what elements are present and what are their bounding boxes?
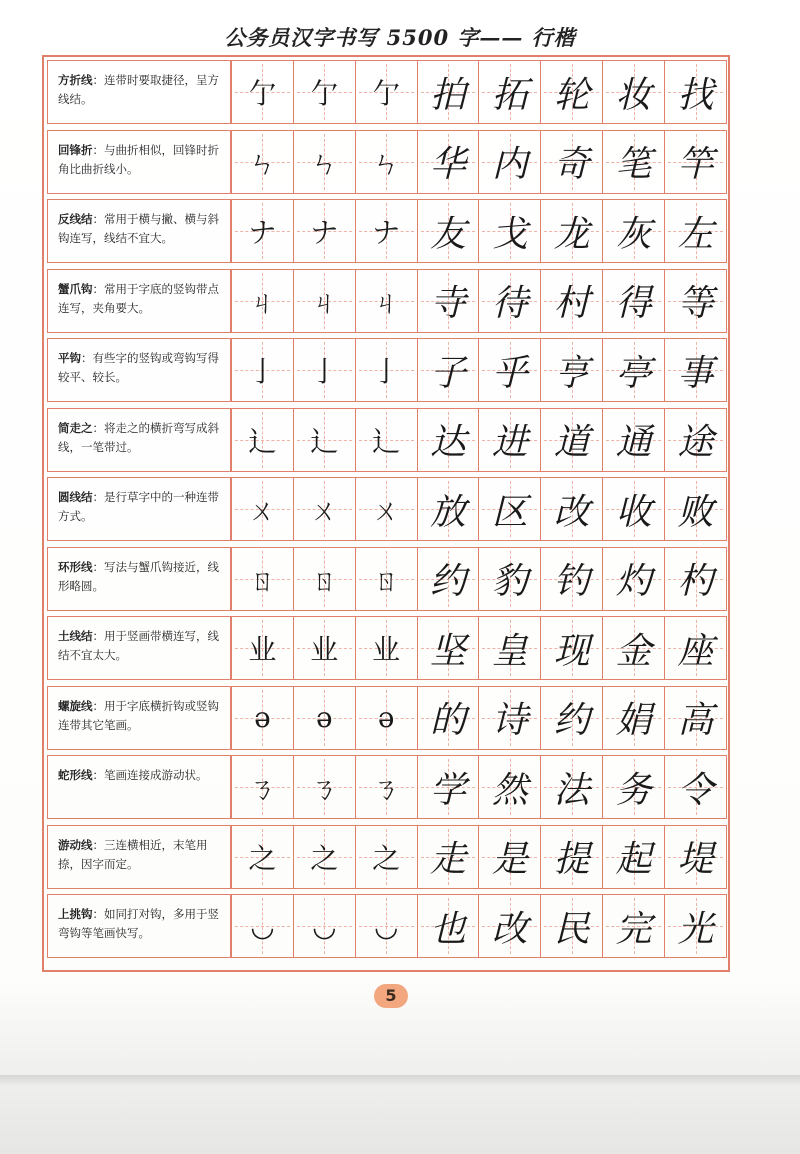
- character-example-cell: [418, 894, 480, 958]
- character-example-cell: [479, 894, 541, 958]
- character-glyph: 亭: [615, 352, 652, 394]
- character-example-cell: [603, 477, 665, 541]
- stroke-description: [47, 477, 232, 541]
- stroke-example-cell: [294, 60, 356, 124]
- stroke-example-cell: [294, 547, 356, 611]
- character-glyph: 座: [677, 630, 714, 672]
- stroke-glyph: 亅: [372, 355, 401, 388]
- character-glyph: 拍: [430, 74, 467, 116]
- stroke-example-cell: [294, 894, 356, 958]
- character-example-cell: [603, 616, 665, 680]
- character-example-cell: [541, 269, 603, 333]
- stroke-example-cell: [356, 130, 418, 194]
- stroke-glyph: 亇: [310, 77, 339, 110]
- stroke-example-cell: [356, 755, 418, 819]
- stroke-explanation: ：写法与蟹爪钩接近，线形略圆。: [58, 559, 219, 593]
- stroke-glyph: ㄨ: [248, 494, 277, 527]
- character-example-cell: [541, 547, 603, 611]
- stroke-glyph: ナ: [372, 216, 401, 249]
- character-example-cell: [603, 755, 665, 819]
- stroke-example-cell: [294, 616, 356, 680]
- character-glyph: 妆: [615, 74, 652, 116]
- stroke-name: 圆线结: [58, 490, 93, 504]
- stroke-glyph: ㄖ: [372, 563, 401, 597]
- stroke-glyph: ㄨ: [372, 494, 401, 527]
- character-example-cell: [603, 894, 665, 958]
- stroke-example-cell: [294, 199, 356, 263]
- stroke-glyph: 亇: [248, 77, 277, 110]
- character-example-cell: [418, 755, 480, 819]
- character-glyph: 乎: [491, 352, 528, 394]
- stroke-description: [47, 199, 232, 263]
- stroke-description: [47, 547, 232, 611]
- stroke-explanation: ：连带时要取捷径，呈方线结。: [58, 73, 219, 106]
- character-example-cell: [541, 199, 603, 263]
- grid-row: [47, 616, 727, 680]
- character-glyph: 金: [615, 630, 652, 672]
- character-example-cell: [665, 130, 727, 194]
- character-example-cell: [479, 269, 541, 333]
- grid-row: [47, 755, 727, 819]
- stroke-description: [47, 825, 232, 889]
- character-glyph: 起: [615, 839, 652, 880]
- character-glyph: 杓: [677, 561, 714, 602]
- stroke-explanation: ：常用于横与撇、横与斜钩连写，线结不宜大。: [58, 212, 219, 245]
- grid-row: [47, 825, 727, 889]
- character-glyph: 改: [491, 908, 528, 950]
- stroke-example-cell: [232, 755, 294, 819]
- stroke-example-cell: [232, 338, 294, 402]
- stroke-example-cell: [232, 130, 294, 194]
- character-glyph: 高: [677, 700, 714, 741]
- character-example-cell: [603, 269, 665, 333]
- character-example-cell: [603, 547, 665, 611]
- stroke-example-cell: [232, 60, 294, 124]
- grid-row: [47, 338, 727, 402]
- stroke-name: 简走之: [58, 420, 93, 435]
- character-glyph: 约: [430, 561, 467, 602]
- character-glyph: 轮: [553, 74, 590, 116]
- character-glyph: 败: [677, 491, 714, 533]
- character-glyph: 完: [615, 908, 652, 950]
- character-glyph: 竿: [677, 144, 714, 185]
- stroke-example-cell: [294, 338, 356, 402]
- character-example-cell: [665, 477, 727, 541]
- character-glyph: 通: [615, 422, 652, 463]
- character-example-cell: [479, 616, 541, 680]
- stroke-glyph: ◡: [373, 909, 399, 943]
- character-example-cell: [418, 616, 480, 680]
- character-glyph: 灰: [615, 213, 652, 255]
- stroke-glyph: 之: [310, 841, 339, 875]
- stroke-glyph: ナ: [248, 216, 277, 249]
- stroke-description: [47, 338, 232, 402]
- character-glyph: 途: [677, 422, 714, 463]
- stroke-example-cell: [356, 825, 418, 889]
- stroke-glyph: 亅: [248, 355, 277, 388]
- stroke-name: 环形线: [58, 559, 93, 574]
- character-example-cell: [665, 269, 727, 333]
- stroke-example-cell: [232, 686, 294, 750]
- character-example-cell: [479, 686, 541, 750]
- stroke-glyph: ◡: [250, 909, 275, 943]
- character-glyph: 收: [615, 491, 652, 533]
- character-glyph: 区: [491, 491, 528, 533]
- character-glyph: 是: [491, 839, 528, 880]
- character-glyph: 务: [615, 769, 652, 811]
- character-example-cell: [479, 338, 541, 402]
- character-example-cell: [665, 60, 727, 124]
- character-example-cell: [665, 547, 727, 611]
- stroke-glyph: ナ: [310, 216, 339, 249]
- character-glyph: 得: [615, 283, 652, 324]
- character-example-cell: [541, 825, 603, 889]
- stroke-glyph: ㄣ: [248, 146, 277, 180]
- character-example-cell: [479, 408, 541, 472]
- character-example-cell: [541, 60, 603, 124]
- grid-row: [47, 60, 727, 124]
- character-glyph: 道: [553, 422, 590, 463]
- character-example-cell: [479, 755, 541, 819]
- character-glyph: 亨: [553, 352, 590, 394]
- character-example-cell: [418, 408, 480, 472]
- grid-row: [47, 130, 727, 194]
- grid-row: [47, 686, 727, 750]
- character-glyph: 戈: [491, 213, 528, 255]
- stroke-glyph: ㄐ: [310, 285, 339, 319]
- character-glyph: 进: [491, 422, 528, 463]
- stroke-explanation: ：常用于字底的竖钩带点连写，夹角要大。: [58, 281, 219, 315]
- stroke-glyph: ㄖ: [248, 563, 277, 597]
- stroke-example-cell: [356, 547, 418, 611]
- stroke-glyph: ə: [254, 701, 271, 734]
- character-example-cell: [541, 894, 603, 958]
- character-example-cell: [479, 825, 541, 889]
- stroke-example-cell: [294, 477, 356, 541]
- stroke-glyph: 亇: [372, 77, 401, 110]
- stroke-explanation: ：是行草字中的一种连带方式。: [58, 490, 219, 523]
- stroke-glyph: 辶: [310, 424, 339, 458]
- stroke-example-cell: [356, 60, 418, 124]
- grid-row: [47, 477, 727, 541]
- character-glyph: 然: [491, 769, 528, 811]
- page-title: 公务员汉字书写 5500 字—— 行楷: [224, 25, 576, 50]
- character-glyph: 放: [430, 491, 467, 533]
- stroke-example-cell: [294, 408, 356, 472]
- character-example-cell: [603, 825, 665, 889]
- character-example-cell: [603, 130, 665, 194]
- stroke-example-cell: [232, 894, 294, 958]
- character-glyph: 学: [430, 769, 467, 811]
- grid-row: [47, 408, 727, 472]
- character-example-cell: [418, 477, 480, 541]
- stroke-description: [47, 60, 232, 124]
- character-example-cell: [665, 894, 727, 958]
- grid-row: [47, 269, 727, 333]
- stroke-glyph: ə: [315, 701, 333, 734]
- stroke-glyph: 之: [248, 841, 277, 875]
- stroke-explanation: ：与曲折相似，回锋时折角比曲折线小。: [58, 142, 219, 176]
- character-example-cell: [541, 130, 603, 194]
- character-example-cell: [603, 408, 665, 472]
- stroke-example-cell: [356, 269, 418, 333]
- character-example-cell: [541, 477, 603, 541]
- character-glyph: 皇: [491, 630, 528, 672]
- page-edge-shadow: [0, 1075, 800, 1085]
- stroke-example-cell: [356, 477, 418, 541]
- character-glyph: 民: [553, 908, 590, 950]
- character-glyph: 待: [491, 283, 528, 324]
- character-example-cell: [665, 755, 727, 819]
- stroke-glyph: 业: [248, 633, 277, 666]
- character-glyph: 子: [430, 352, 467, 394]
- character-example-cell: [479, 547, 541, 611]
- character-example-cell: [418, 269, 480, 333]
- character-glyph: 龙: [553, 213, 590, 255]
- stroke-example-cell: [356, 199, 418, 263]
- stroke-name: 土线结: [58, 629, 93, 643]
- character-glyph: 寺: [430, 283, 467, 324]
- character-glyph: 村: [553, 283, 590, 324]
- character-glyph: 走: [430, 839, 467, 880]
- character-example-cell: [418, 199, 480, 263]
- character-glyph: 奇: [553, 144, 590, 185]
- stroke-example-cell: [232, 477, 294, 541]
- stroke-name: 螺旋线: [58, 698, 93, 713]
- character-glyph: 约: [553, 700, 590, 741]
- stroke-name: 方折线: [58, 73, 93, 87]
- character-example-cell: [541, 686, 603, 750]
- stroke-explanation: ：如同打对钩，多用于竖弯钩等笔画快写。: [58, 907, 219, 940]
- stroke-example-cell: [294, 130, 356, 194]
- stroke-example-cell: [294, 755, 356, 819]
- stroke-name: 反线结: [58, 212, 93, 226]
- stroke-glyph: 辶: [372, 424, 401, 458]
- character-example-cell: [418, 130, 480, 194]
- character-example-cell: [603, 686, 665, 750]
- character-glyph: 诗: [491, 700, 528, 741]
- stroke-example-cell: [232, 616, 294, 680]
- stroke-glyph: 辶: [248, 424, 277, 458]
- stroke-glyph: ㄣ: [310, 146, 339, 180]
- character-example-cell: [418, 60, 480, 124]
- character-glyph: 豹: [491, 561, 528, 602]
- stroke-description: [47, 755, 232, 819]
- stroke-example-cell: [356, 616, 418, 680]
- stroke-description: [47, 616, 232, 680]
- character-example-cell: [418, 825, 480, 889]
- character-glyph: 灼: [615, 561, 652, 602]
- stroke-explanation: ：有些字的竖钩或弯钩写得较平、较长。: [58, 351, 219, 384]
- character-example-cell: [665, 199, 727, 263]
- stroke-example-cell: [294, 686, 356, 750]
- grid-row: [47, 199, 727, 263]
- stroke-name: 回锋折: [58, 142, 93, 157]
- stroke-description: [47, 130, 232, 194]
- character-glyph: 友: [430, 213, 467, 255]
- character-example-cell: [665, 825, 727, 889]
- stroke-glyph: ㄣ: [372, 146, 401, 180]
- character-glyph: 内: [491, 144, 528, 185]
- stroke-description: [47, 686, 232, 750]
- stroke-explanation: ：笔画连接成游动状。: [92, 768, 208, 782]
- stroke-glyph: 业: [310, 633, 339, 666]
- stroke-explanation: ：三连横相近，末笔用捺，因字而定。: [58, 837, 208, 871]
- character-example-cell: [603, 338, 665, 402]
- practice-grid: [42, 55, 730, 972]
- stroke-description: [47, 269, 232, 333]
- stroke-glyph: ㄖ: [310, 563, 339, 597]
- stroke-name: 平钩: [58, 351, 81, 365]
- character-glyph: 找: [677, 74, 714, 116]
- character-glyph: 钓: [553, 561, 590, 602]
- character-example-cell: [479, 199, 541, 263]
- stroke-example-cell: [356, 408, 418, 472]
- character-glyph: 令: [677, 769, 714, 811]
- character-glyph: 华: [430, 144, 467, 185]
- stroke-glyph: ㄋ: [248, 772, 277, 805]
- stroke-glyph: ◡: [312, 909, 337, 943]
- grid-row: [47, 894, 727, 958]
- stroke-example-cell: [356, 686, 418, 750]
- character-glyph: 提: [553, 839, 590, 880]
- character-glyph: 娟: [615, 700, 652, 741]
- stroke-glyph: ㄋ: [372, 772, 401, 805]
- character-example-cell: [418, 338, 480, 402]
- stroke-glyph: 之: [372, 841, 401, 875]
- character-glyph: 等: [677, 283, 714, 324]
- character-example-cell: [541, 755, 603, 819]
- character-example-cell: [479, 130, 541, 194]
- grid-row: [47, 547, 727, 611]
- character-example-cell: [603, 60, 665, 124]
- stroke-name: 蟹爪钩: [58, 281, 93, 296]
- character-glyph: 拓: [491, 74, 528, 116]
- stroke-glyph: 业: [372, 633, 401, 666]
- stroke-description: [47, 408, 232, 472]
- character-example-cell: [479, 60, 541, 124]
- stroke-example-cell: [294, 825, 356, 889]
- character-glyph: 现: [553, 630, 590, 672]
- character-glyph: 也: [430, 908, 467, 950]
- stroke-description: [47, 894, 232, 958]
- stroke-example-cell: [356, 894, 418, 958]
- stroke-example-cell: [232, 269, 294, 333]
- stroke-name: 蛇形线: [58, 768, 93, 782]
- character-glyph: 事: [677, 352, 714, 394]
- character-glyph: 达: [430, 422, 467, 463]
- character-example-cell: [665, 686, 727, 750]
- stroke-example-cell: [232, 408, 294, 472]
- stroke-explanation: ：用于字底横折钩或竖钩连带其它笔画。: [58, 698, 219, 732]
- stroke-example-cell: [294, 269, 356, 333]
- stroke-example-cell: [232, 199, 294, 263]
- stroke-glyph: ㄐ: [248, 285, 277, 319]
- character-example-cell: [665, 408, 727, 472]
- stroke-explanation: ：用于竖画带横连写，线结不宜太大。: [58, 629, 219, 662]
- stroke-name: 游动线: [58, 837, 93, 852]
- stroke-name: 上挑钩: [58, 907, 93, 921]
- character-glyph: 改: [553, 491, 590, 533]
- stroke-example-cell: [356, 338, 418, 402]
- character-example-cell: [541, 408, 603, 472]
- stroke-example-cell: [232, 547, 294, 611]
- stroke-example-cell: [232, 825, 294, 889]
- character-example-cell: [541, 338, 603, 402]
- stroke-explanation: ：将走之的横折弯写成斜线，一笔带过。: [58, 420, 219, 454]
- character-example-cell: [479, 477, 541, 541]
- character-example-cell: [418, 686, 480, 750]
- character-example-cell: [665, 338, 727, 402]
- stroke-glyph: ㄐ: [372, 285, 401, 319]
- character-glyph: 堤: [677, 839, 714, 880]
- character-example-cell: [418, 547, 480, 611]
- stroke-glyph: 亅: [310, 355, 339, 388]
- page-number-badge: 5: [374, 984, 408, 1008]
- character-example-cell: [541, 616, 603, 680]
- character-glyph: 光: [677, 908, 714, 950]
- character-glyph: 的: [430, 700, 467, 741]
- stroke-glyph: ㄋ: [310, 772, 339, 805]
- stroke-glyph: ə: [377, 701, 395, 734]
- character-glyph: 坚: [430, 630, 467, 672]
- character-example-cell: [603, 199, 665, 263]
- character-example-cell: [665, 616, 727, 680]
- character-glyph: 左: [677, 213, 714, 255]
- character-glyph: 笔: [615, 144, 652, 185]
- stroke-glyph: ㄨ: [310, 494, 339, 527]
- character-glyph: 法: [553, 769, 590, 811]
